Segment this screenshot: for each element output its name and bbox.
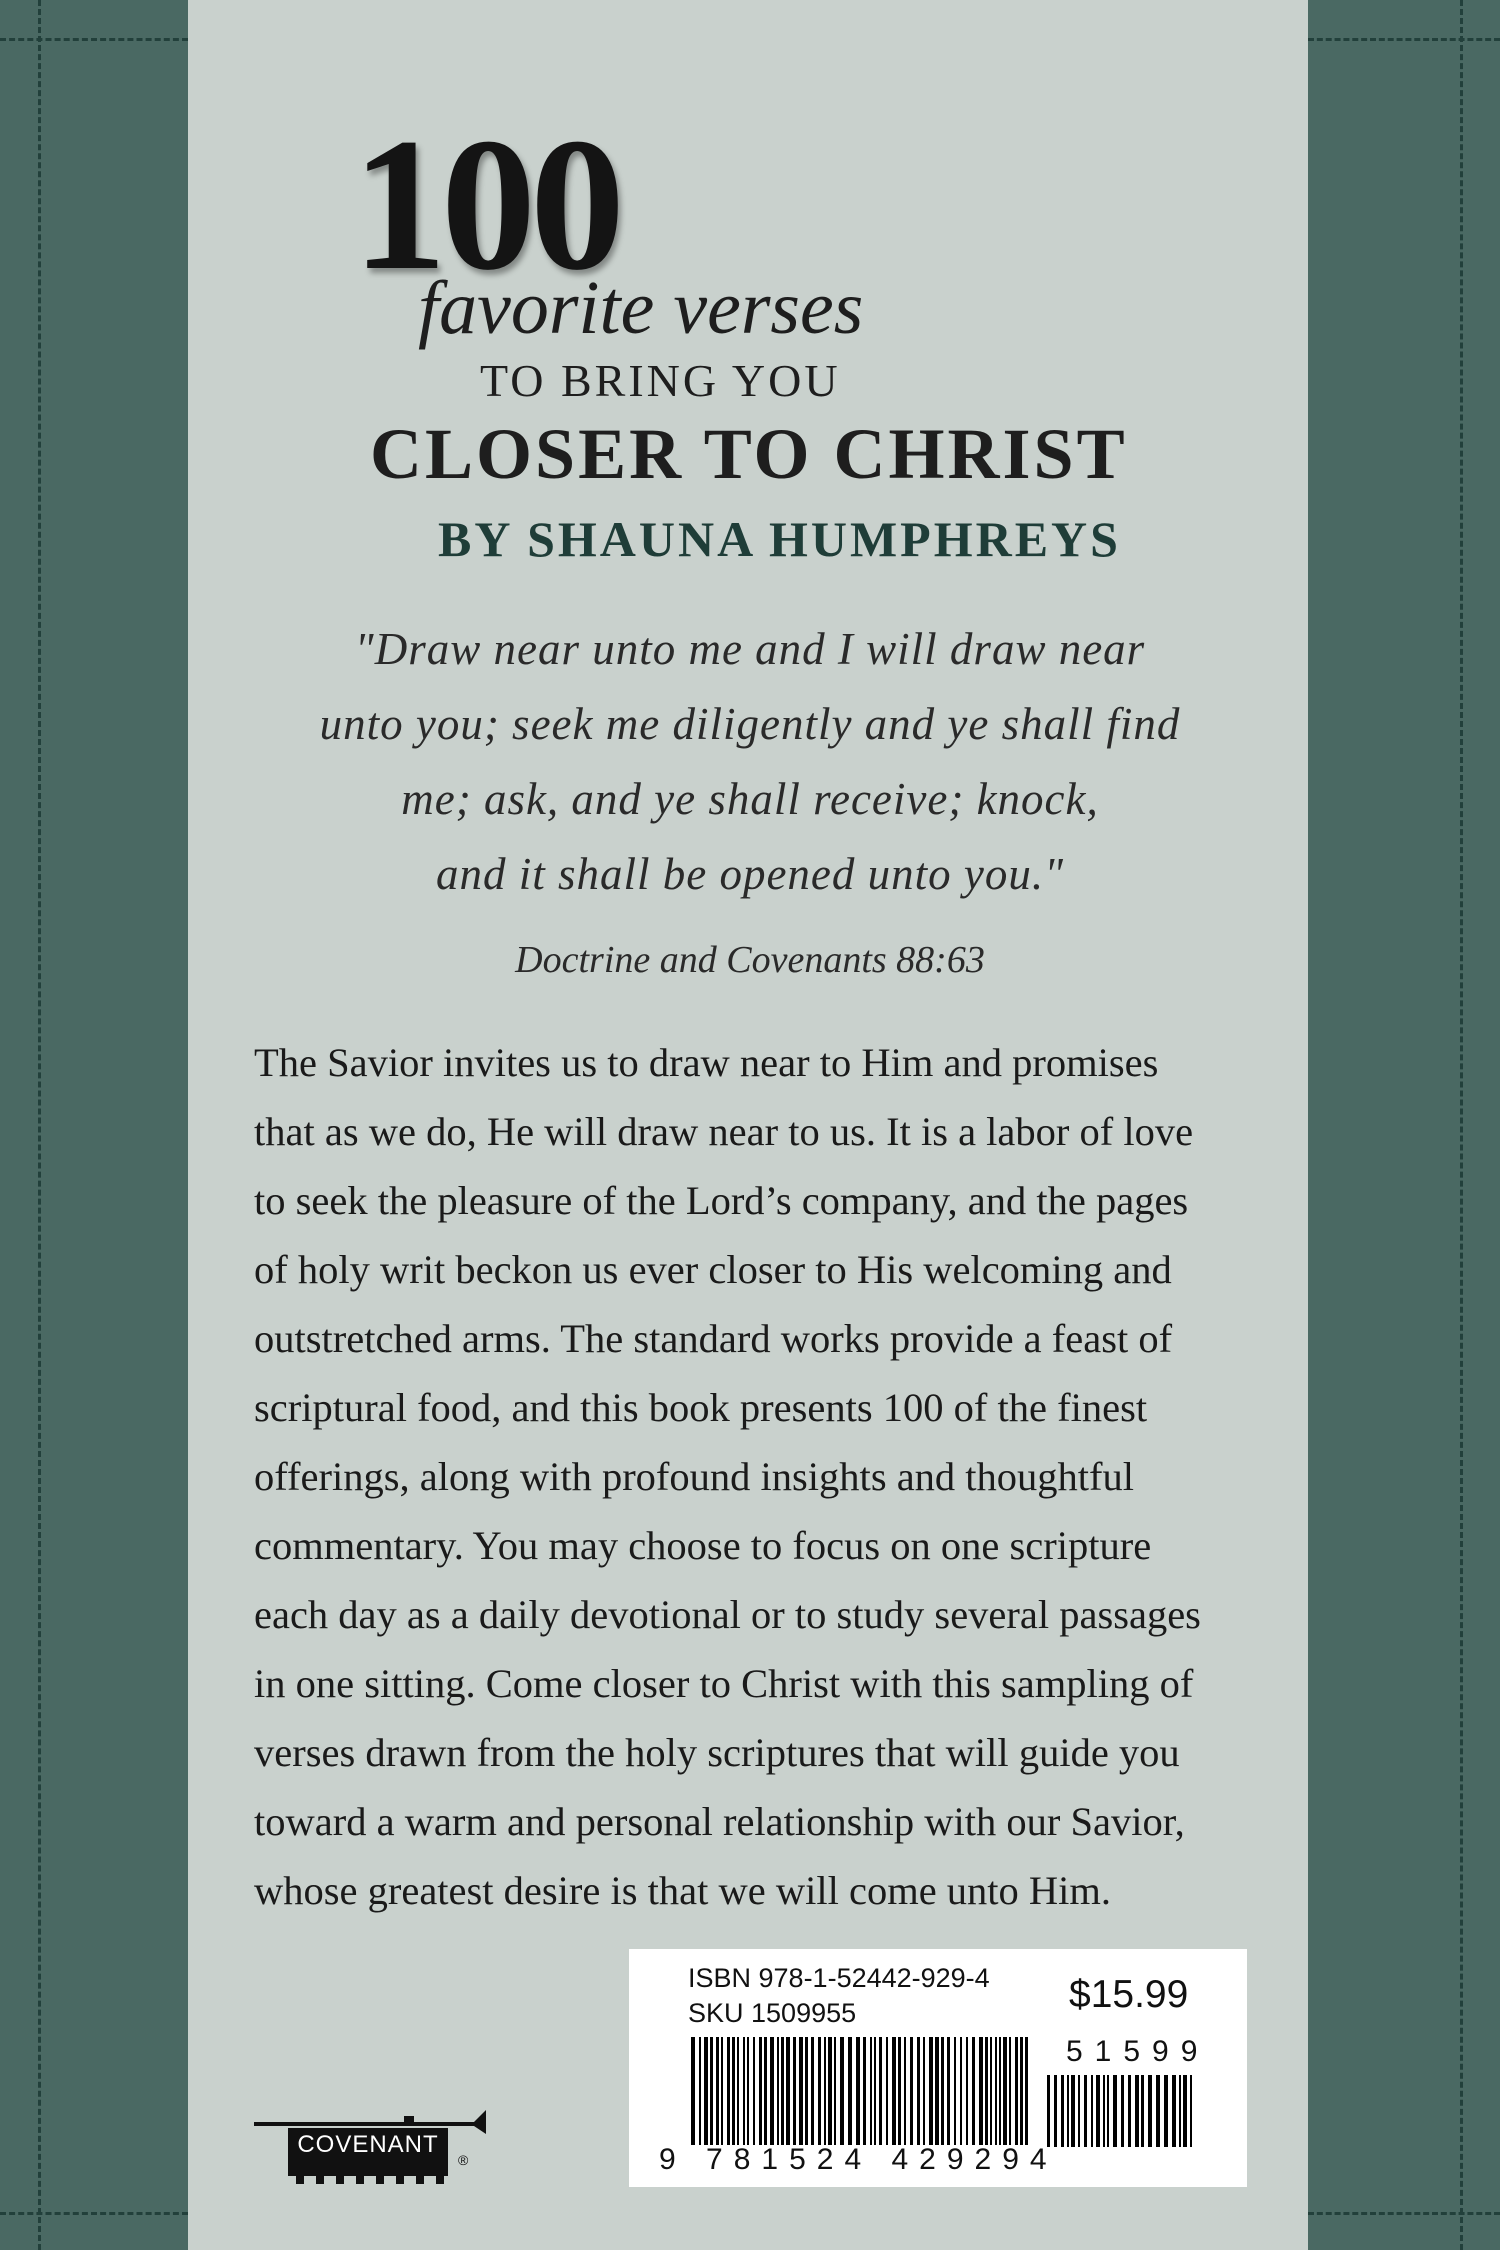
barcode-bar <box>1054 2075 1057 2147</box>
barcode-bar <box>1071 2075 1075 2147</box>
barcode-bar <box>777 2037 779 2145</box>
barcode-bar <box>972 2037 975 2145</box>
barcode-bar <box>743 2037 745 2145</box>
barcode-bar <box>904 2037 906 2145</box>
barcode-bar <box>1107 2075 1109 2147</box>
barcode-bar <box>1164 2075 1168 2147</box>
barcode-bar <box>910 2037 913 2145</box>
scripture-quote <box>290 612 1210 912</box>
right-stitching <box>1460 0 1463 2250</box>
barcode-bar <box>1128 2075 1131 2147</box>
barcode-bar <box>737 2037 739 2145</box>
left-stitching <box>38 0 41 2250</box>
barcode-bar <box>966 2037 968 2145</box>
description-line: toward a warm and personal relationship with our Savior, <box>254 1799 1185 1844</box>
barcode-bar <box>1190 2075 1192 2147</box>
description-line: of holy writ beckon us ever closer to His welcoming and <box>254 1247 1172 1292</box>
barcode-label <box>629 1949 1247 2187</box>
barcode-bar <box>1141 2075 1144 2147</box>
barcode-bar <box>721 2037 723 2145</box>
barcode-bar <box>747 2037 749 2145</box>
barcode-bar <box>828 2037 832 2145</box>
barcode-bar <box>1121 2075 1124 2147</box>
isbn-block <box>688 1961 990 2031</box>
barcode-bar <box>941 2037 944 2145</box>
title-line-favorite-verses: favorite verses <box>418 266 864 350</box>
description-line: commentary. You may choose to focus on one scripture <box>254 1523 1152 1568</box>
barcode-bar <box>764 2037 767 2145</box>
barcode-bar <box>710 2037 713 2145</box>
barcode-bar <box>759 2037 762 2145</box>
isbn-barcode <box>691 2037 1031 2145</box>
barcode-bar <box>979 2037 983 2145</box>
barcode-bar <box>1156 2075 1160 2147</box>
barcode-bar <box>995 2037 997 2145</box>
barcode-bar <box>990 2037 992 2145</box>
barcode-bar <box>960 2037 962 2145</box>
barcode-bar <box>699 2037 701 2145</box>
description-line: outstretched arms. The standard works provide a feast of <box>254 1316 1173 1361</box>
price: $15.99 <box>1069 1973 1189 2016</box>
title-line-to-bring-you: TO BRING YOU <box>480 355 841 406</box>
top-left-stitching <box>0 38 188 41</box>
barcode-bar <box>691 2037 695 2145</box>
barcode-bar <box>818 2037 821 2145</box>
publisher-logo <box>254 2092 494 2192</box>
description-line: scriptural food, and this book presents 100 of the finest <box>254 1385 1148 1430</box>
barcode-bar <box>704 2037 708 2145</box>
quote-line: and it shall be opened unto you." <box>435 849 1065 899</box>
barcode-bar <box>781 2037 784 2145</box>
barcode-bar <box>848 2037 852 2145</box>
barcode-bar <box>1179 2075 1181 2147</box>
description-line: each day as a daily devotional or to study several passages <box>254 1592 1201 1637</box>
quote-line: me; ask, and ye shall receive; knock, <box>401 774 1099 824</box>
barcode-bar <box>947 2037 950 2145</box>
barcode-bar <box>1067 2075 1069 2147</box>
barcode-bar <box>811 2037 814 2145</box>
author-byline: BY SHAUNA HUMPHREYS <box>438 511 1121 567</box>
description-line: The Savior invites us to draw near to Him and promises <box>254 1040 1159 1085</box>
barcode-bar <box>1148 2075 1152 2147</box>
barcode-bar <box>874 2037 876 2145</box>
barcode-bar <box>892 2037 896 2145</box>
addon-digits: 51599 <box>1066 2035 1210 2068</box>
barcode-bar <box>929 2037 933 2145</box>
barcode-digits: 9 781524 429294 <box>659 2143 1058 2176</box>
barcode-bar <box>917 2037 920 2145</box>
barcode-bar <box>716 2037 719 2145</box>
barcode-bar <box>999 2037 1001 2145</box>
barcode-bar <box>834 2037 836 2145</box>
barcode-bar <box>985 2037 988 2145</box>
barcode-bar <box>1135 2075 1139 2147</box>
barcode-bar <box>879 2037 882 2145</box>
bottom-right-stitching <box>1308 2212 1500 2215</box>
publisher-name: COVENANT <box>288 2128 448 2162</box>
barcode-bar <box>1009 2037 1011 2145</box>
quote-line: "Draw near unto me and I will draw near <box>354 624 1146 674</box>
description-line: to seek the pleasure of the Lord’s company, and the pages <box>254 1178 1189 1223</box>
book-description <box>254 1028 1244 1925</box>
barcode-bar <box>954 2037 956 2145</box>
barcode-bar <box>753 2037 755 2145</box>
barcode-bar <box>1015 2037 1018 2145</box>
barcode-bar <box>770 2037 774 2145</box>
barcode-bar <box>824 2037 826 2145</box>
barcode-bar <box>1113 2075 1117 2147</box>
title-number: 100 <box>352 100 619 310</box>
description-line: whose greatest desire is that we will come unto Him. <box>254 1868 1112 1913</box>
barcode-bar <box>799 2037 803 2145</box>
quote-line: unto you; seek me diligently and ye shall find <box>319 699 1181 749</box>
barcode-bar <box>1025 2037 1028 2145</box>
description-line: that as we do, He will draw near to us. It is a labor of love <box>254 1109 1194 1154</box>
description-line: verses drawn from the holy scriptures that will guide you <box>254 1730 1180 1775</box>
barcode-bar <box>840 2037 844 2145</box>
barcode-bar <box>898 2037 901 2145</box>
barcode-bar <box>732 2037 735 2145</box>
quote-source: Doctrine and Covenants 88:63 <box>515 939 985 981</box>
barcode-bar <box>870 2037 872 2145</box>
description-line: offerings, along with profound insights and thoughtful <box>254 1454 1135 1499</box>
barcode-bar <box>793 2037 796 2145</box>
description-line: in one sitting. Come closer to Christ with this sampling of <box>254 1661 1194 1706</box>
barcode-bar <box>1103 2075 1105 2147</box>
barcode-bar <box>727 2037 730 2145</box>
barcode-bar <box>856 2037 860 2145</box>
barcode-bar <box>1096 2075 1100 2147</box>
price-addon-barcode <box>1047 2075 1195 2147</box>
barcode-bar <box>935 2037 939 2145</box>
registered-mark: ® <box>458 2152 469 2168</box>
barcode-bar <box>1078 2075 1080 2147</box>
sku-number: SKU 1509955 <box>688 1998 857 2028</box>
top-right-stitching <box>1308 38 1500 41</box>
barcode-bar <box>1003 2037 1007 2145</box>
barcode-bar <box>1047 2075 1050 2147</box>
barcode-bar <box>786 2037 790 2145</box>
barcode-bar <box>1091 2075 1093 2147</box>
barcode-bar <box>1183 2075 1187 2147</box>
barcode-bar <box>1020 2037 1023 2145</box>
barcode-bar <box>1061 2075 1064 2147</box>
barcode-bar <box>863 2037 866 2145</box>
barcode-bar <box>1172 2075 1176 2147</box>
barcode-bar <box>886 2037 888 2145</box>
title-line-closer-to-christ: CLOSER TO CHRIST <box>370 414 1128 494</box>
barcode-bar <box>923 2037 925 2145</box>
barcode-bar <box>805 2037 808 2145</box>
bottom-left-stitching <box>0 2212 188 2215</box>
barcode-bar <box>1084 2075 1087 2147</box>
isbn-number: ISBN 978-1-52442-929-4 <box>688 1963 990 1993</box>
